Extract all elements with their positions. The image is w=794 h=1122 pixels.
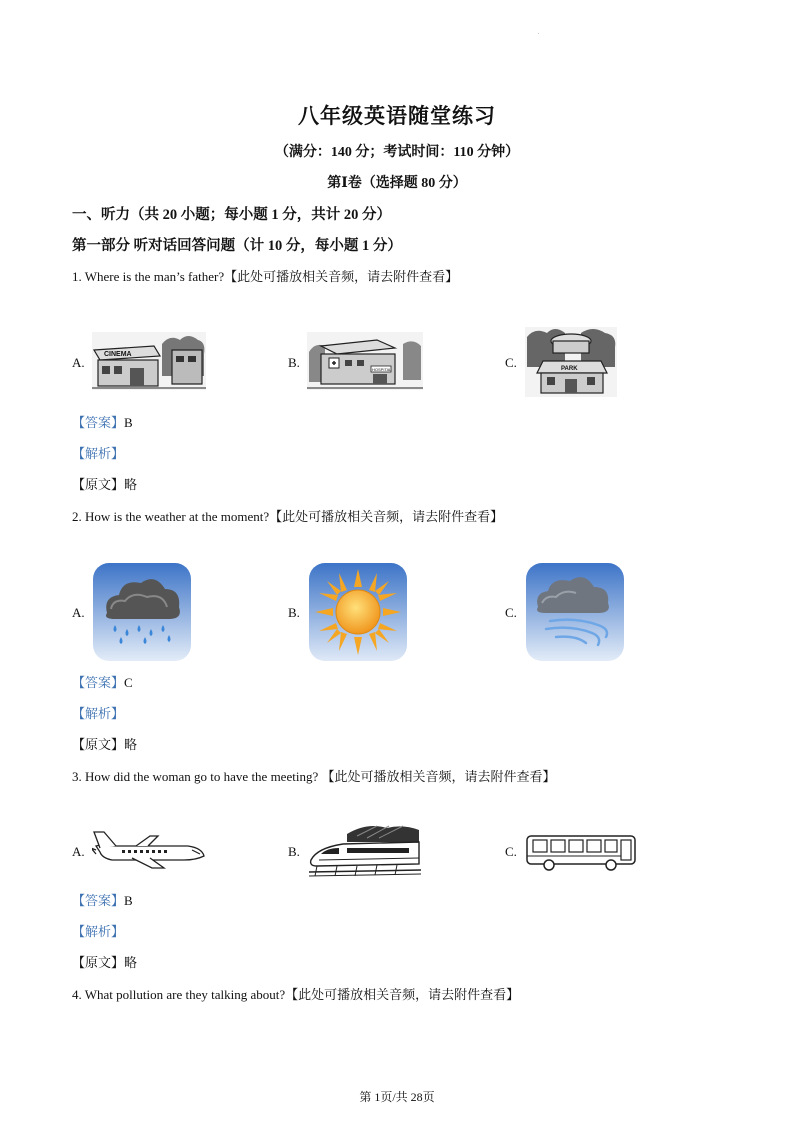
hospital-sign: HOSPITAL: [372, 367, 392, 372]
cinema-sign: CINEMA: [104, 351, 132, 358]
q3-option-a-label: A.: [72, 844, 85, 859]
q1-analysis: [72, 443, 124, 462]
q1-original: [72, 474, 137, 493]
page-footer: 第 1页/共 28页: [359, 1090, 435, 1104]
q2-original: [72, 734, 137, 753]
cinema-building-picture: [92, 332, 206, 390]
original-tag: 【原文】: [72, 477, 125, 492]
sunny-icon: [309, 563, 407, 661]
question-1: 1. Where is the man’s father?【此处可播放相关音频，请去附件查看】: [72, 269, 459, 284]
scan-dot: .: [538, 30, 540, 36]
question-2: 2. How is the weather at the moment?【此处可播放相关音频，请去附件查看】: [72, 509, 504, 524]
bus-picture: [525, 832, 639, 874]
park-building-picture: [525, 327, 617, 397]
q2-option-c-label: C.: [505, 605, 517, 620]
q3-original: [72, 952, 137, 971]
q3-option-c-label: C.: [505, 844, 517, 859]
page-title: 八年级英语随堂练习: [298, 104, 496, 128]
question-3: 3. How did the woman go to have the meeting? 【此处可播放相关音频，请去附件查看】: [72, 769, 556, 784]
answer-tag: 【答案】: [72, 675, 125, 690]
train-picture: [307, 820, 423, 878]
original-value: 略: [124, 737, 138, 752]
q2-option-a-label: A.: [72, 605, 85, 620]
q1-option-c-label: C.: [505, 355, 517, 370]
question-4: 4. What pollution are they talking about?【此处可播放相关音频，请去附件查看】: [72, 987, 520, 1002]
airplane-picture: [92, 828, 206, 870]
q1-option-a-label: A.: [72, 355, 85, 370]
answer-value: C: [124, 675, 133, 690]
answer-value: B: [124, 893, 133, 908]
original-value: 略: [124, 955, 138, 970]
answer-tag: 【答案】: [72, 893, 125, 908]
q3-option-b-label: B.: [288, 844, 300, 859]
analysis-tag: 【解析】: [72, 924, 125, 939]
q1-option-b-label: B.: [288, 355, 300, 370]
q1-answer: [72, 412, 133, 431]
subsection-heading: 第一部分 听对话回答问题（计 10 分，每小题 1 分）: [72, 238, 402, 254]
answer-tag: 【答案】: [72, 415, 125, 430]
windy-cloud-icon: [526, 563, 624, 661]
q3-answer: [72, 890, 133, 909]
analysis-tag: 【解析】: [72, 446, 125, 461]
hospital-building-picture: [307, 332, 423, 390]
q2-answer: [72, 672, 133, 691]
q2-analysis: [72, 703, 124, 722]
analysis-tag: 【解析】: [72, 706, 125, 721]
original-value: 略: [124, 477, 138, 492]
rainy-cloud-icon: [93, 563, 191, 661]
section-heading: 一、听力（共 20 小题；每小题 1 分，共计 20 分）: [72, 207, 391, 223]
q2-option-b-label: B.: [288, 605, 300, 620]
volume-heading: 第Ⅰ卷（选择题 80 分）: [327, 176, 467, 191]
park-sign: PARK: [561, 366, 578, 372]
page-subtitle: （满分：140 分；考试时间：110 分钟）: [274, 145, 520, 160]
original-tag: 【原文】: [72, 955, 125, 970]
original-tag: 【原文】: [72, 737, 125, 752]
answer-value: B: [124, 415, 133, 430]
q3-analysis: [72, 921, 124, 940]
